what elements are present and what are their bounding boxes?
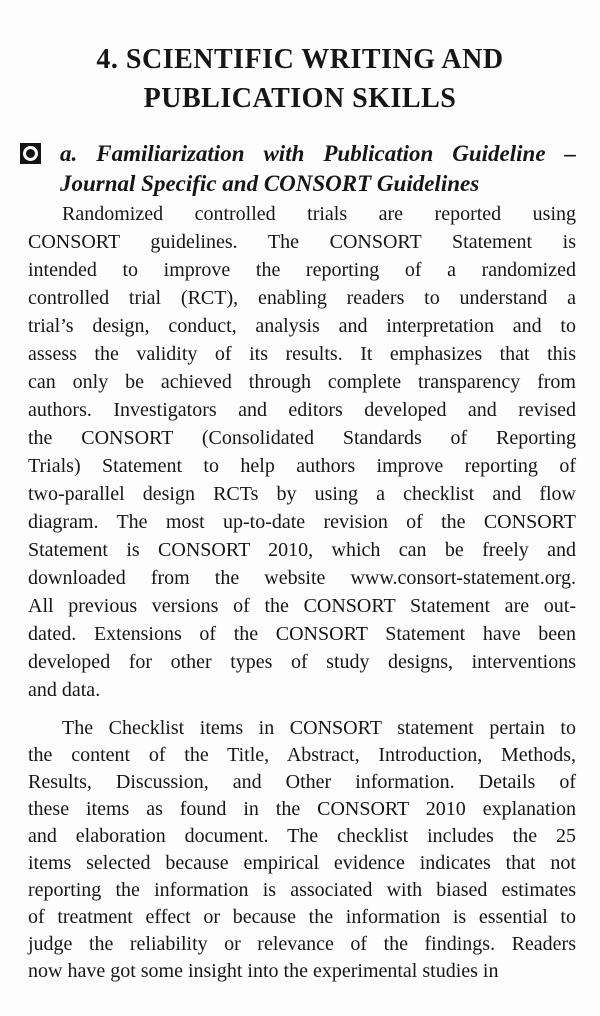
square-circle-bullet-icon [20,143,41,164]
text-line: judge the reliability or relevance of the findings. Readers [28,933,576,955]
text-line: items selected because empirical evidence indicates that not [28,852,576,874]
text-line: authors. Investigators and editors developed and revised [28,399,576,421]
text-line: Trials) Statement to help authors improve reporting of [28,455,576,477]
chapter-title [30,40,570,118]
text-line: developed for other types of study designs, interventions [28,651,576,673]
text-line: reporting the information is associated with biased estimates [28,879,576,901]
paragraph-consort-overview [28,200,576,704]
text-line: these items as found in the CONSORT 2010 explanation [28,798,576,820]
text-line: All previous versions of the CONSORT Statement are out- [28,595,576,617]
text-line: Journal Specific and CONSORT Guidelines [60,171,480,196]
text-line: Results, Discussion, and Other information. Details of [28,771,576,793]
text-line: can only be achieved through complete transparency from [28,371,576,393]
section-heading-text [60,139,576,199]
text-line: Randomized controlled trials are reported using [62,203,576,225]
text-line: CONSORT guidelines. The CONSORT Statement is [28,231,576,253]
text-line: 4. SCIENTIFIC WRITING AND [96,44,504,75]
text-line: Statement is CONSORT 2010, which can be freely and [28,539,576,561]
text-line: diagram. The most up-to-date revision of the CONSORT [28,511,576,533]
text-line: and data. [28,679,101,701]
text-line: downloaded from the website www.consort-statement.org. [28,567,576,589]
paragraph-checklist-items [28,715,576,985]
text-line: two-parallel design RCTs by using a checklist and flow [28,483,576,505]
section-heading [20,139,576,199]
text-line: controlled trial (RCT), enabling readers to understand a [28,287,576,309]
text-line: assess the validity of its results. It emphasizes that this [28,343,576,365]
text-line: and elaboration document. The checklist includes the 25 [28,825,576,847]
text-line: a. Familiarization with Publication Guideline – [60,141,576,166]
text-line: now have got some insight into the experimental studies in [28,960,499,982]
text-line: of treatment effect or because the information is essential to [28,906,576,928]
text-line: the CONSORT (Consolidated Standards of Reporting [28,427,576,449]
text-line: PUBLICATION SKILLS [143,83,457,114]
text-line: the content of the Title, Abstract, Introduction, Methods, [28,744,576,766]
text-line: The Checklist items in CONSORT statement pertain to [62,717,576,739]
text-line: trial’s design, conduct, analysis and interpretation and to [28,315,576,337]
text-line: intended to improve the reporting of a randomized [28,259,576,281]
text-line: dated. Extensions of the CONSORT Statement have been [28,623,576,645]
